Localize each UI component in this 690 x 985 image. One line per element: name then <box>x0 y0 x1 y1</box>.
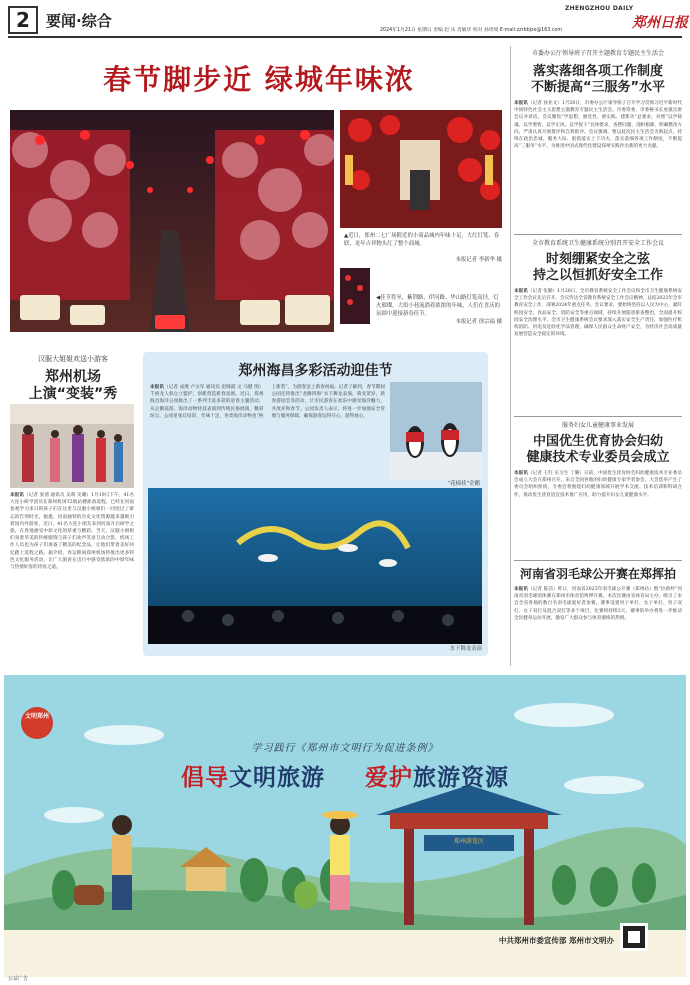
rc3-body-text: （记者 王红 实习生 丁璐）日前，中国优生优育协会妇幼健康技术专业委员会成立大会在郑州召开，来自全国各地的妇幼健康专家学者参会。大会选举产生了委员会组织机构，专委会将围绕妇幼健康领域开展学术交流、技术培训和科研合作，推动优生优育适宜技术推广应用，助力提升妇女儿童健康水平。 <box>514 471 682 498</box>
rc2-body <box>514 288 682 412</box>
ad-title-c: 爱护 <box>365 764 414 791</box>
street-lanterns-photo <box>10 110 334 332</box>
rc4-body <box>514 586 682 660</box>
airport-body <box>10 492 134 658</box>
rc3-headline: 中国优生优育协会妇幼 健康技术专业委员会成立 <box>526 434 670 465</box>
ad-title-a: 倡导 <box>180 764 229 791</box>
section-title: 要闻·综合 <box>46 12 112 30</box>
ad-title-b: 文明旅游 <box>228 764 325 791</box>
underwater-dragon-photo <box>148 488 482 644</box>
caption-penguin: “花棉袄”企鹅 <box>447 481 480 487</box>
ad-footer: 中共郑州市委宣传部 郑州市文明办 <box>498 936 614 945</box>
airport-body-text: （记者 张倩 通讯员 吴萌 史璐）1月19日下午，41名大连小研学团员在郑州机场T2航站楼准备返程，已经在河南参观学习多日的孩子们在这里与汉服小姐姐们一同度过了难忘的告别时光。据悉，河南独特的历史文化资源越来越吸引着国内外游客，近日，41名大连小朋友来到河南开启研学之旅，在各地感受中原文化的厚重与精彩。当天，汉服小姐姐们身着华美的传统服饰与孩子们欢声笑语互动合影，机场工作人员也为孩子们准备了精美的纪念品，让他们带着美好回忆踏上返程之路。据介绍，春运期间郑州机场将推出更多特色文化服务活动，让广大旅客在出行中感受浓浓的中原年味与热情好客的待客之道。 <box>10 493 134 571</box>
rc1-body-text: （记者 孙亚文）1月20日，市委办公厅领导班子召开学习贯彻习近平新时代中国特色社会主义思想主题教育专题民主生活会。市委常委、市委秘书长虎强出席会议并讲话。会议聚焦“学思想、强党性、重实践、建新功”总要求，对照“以学铸魂、以学增智、以学正风、以学促干”具体要求，查摆问题、剖析根源、明确整改方向，严肃认真开展批评和自我批评。会议强调，要以此次民主生活会为新起点，持续在政治忠诚、服务大局、狠抓落实上下功夫，落实落细各项工作制度，不断提高“三服务”水平，为推进中国式现代化建设郑州实践作出新的更大贡献。 <box>514 101 682 150</box>
rc3-kicker: 服务妇女儿童健康事业发展 <box>561 422 634 429</box>
rc2-headline: 时刻绷紧安全之弦 持之以恒抓好安全工作 <box>532 252 663 283</box>
ad-kicker: 学习践行《郑州市文明行为促进条例》 <box>251 743 439 754</box>
lead-in: 本报讯 <box>150 385 165 390</box>
rc2-kicker: 全市教育系统卫生健康系统分别召开安全工作会议 <box>531 240 664 247</box>
rc1-kicker: 市委办公厅领导班子召开主题教育专题民主生活会 <box>531 50 664 57</box>
lead-headline: 春节脚步近 绿城年味浓 <box>103 63 415 96</box>
ad-illustration <box>4 675 686 977</box>
dateline: 2024年1月21日 星期日 责编 赵 乐 肖敏华 校对 孙玥瑶 E-mail:zzrbbjzx@163.com <box>380 28 563 33</box>
divider <box>514 416 682 417</box>
rc2-body-text: （记者 张勤）1月20日，全市教育系统安全工作会议和全市卫生健康系统安全工作会议先后召开。会议传达全省教育系统安全工作会议精神，总结2023年全市教育安全工作，部署2024年重点任务。会议要求，要始终坚持以人民为中心，紧盯校园安全、食品安全、消防安全等重点领域，持续开展隐患排查整治，全面提升校园安全治理水平。全市卫生健康系统会议要求深入落实安全生产责任，加强医疗机构消防、用电及危险化学品管理，确保人民群众生命财产安全，为经济社会高质量发展营造安全稳定的环境。 <box>514 289 682 338</box>
hanfu-photo <box>10 404 134 488</box>
ad-title <box>4 759 686 792</box>
caption-underwater: 水下舞龙表演 <box>449 646 482 652</box>
rc1-body <box>514 100 682 230</box>
page-number: 2 <box>8 6 38 34</box>
divider <box>514 560 682 561</box>
airport-headline-2: 上演“变装”秀 <box>28 386 118 402</box>
penguin-photo <box>390 382 482 480</box>
street-lanterns-small-photo <box>340 268 370 324</box>
haichang-body-text: （记者 成燕 卢文军 通讯员 赵晓霞 文 马健 图）千禧龙人机仓立盟护，创新营造新春氛围。近日，郑州海昌海洋公园推出了一系列丰富多彩的迎春主题活动，从企鹅巡游、海洋动物特技表演到传统民俗展演，精彩纷呈。公园里张灯结彩，年味十足，各类海洋动物也“换上新装”，为游客送上新春祝福。记者了解到，春节期间公园还将推出“龙腾四海”水下舞龙表演、萌宠贺岁、新春游园会等活动，让市民游客在欢乐中感受海洋魅力，共度祥和春节。公园负责人表示，将进一步加强安全管理与服务保障，确保游客玩得开心、游得放心。 <box>150 385 385 419</box>
header-rule <box>8 36 682 38</box>
ad-title-d: 旅游资源 <box>413 764 510 791</box>
rc1-headline: 落实落细各项工作制度 不断提高“三服务”水平 <box>530 64 666 95</box>
caption-street: ◀佳节将至，紫荆路、伊河路、华山路灯笼高挂，灯火璀璨，大街小巷流淌着浓浓的年味，人们在喜庆的氛围中迎接新春佳节。 <box>376 295 500 317</box>
rc4-body-text: （记者 陈洁）昨日，河南省2023年羽毛球公开赛（郑州站）暨“拉新杯”河南省羽毛球团体赛在郑州市体育馆鸣锣开赛。本次比赛由省体育局主办，吸引了来自全省各地的数百名羽毛球爱好者参赛。赛事设置男子单打、女子单打、男子双打、女子双打及混合双打等多个项目，比赛将持续3天。赛事的举办将进一步推动全民健身运动开展，激发广大群众参与体育锻炼的热情。 <box>514 587 682 621</box>
caption-market-credit: 本报记者 李新华 摄 <box>455 257 502 263</box>
lead-in: 本报讯 <box>514 101 528 106</box>
lead-in: 本报讯 <box>10 493 25 498</box>
caption-street-credit: 本报记者 徐宗福 摄 <box>455 319 502 325</box>
lead-in: 本报讯 <box>514 587 529 592</box>
civilized-tourism-ad <box>4 675 686 977</box>
paper-logo: 郑州日报 <box>632 15 688 31</box>
haichang-body <box>150 384 385 484</box>
rc3-body <box>514 470 682 560</box>
lead-in: 本报讯 <box>514 289 528 294</box>
rc4-headline: 河南省羽毛球公开赛在郑挥拍 <box>519 567 676 581</box>
divider <box>514 234 682 235</box>
column-rule <box>510 46 511 666</box>
paper-name-en: ZHENGZHOU DAILY <box>565 5 634 12</box>
ad-label: 公益广告 <box>8 976 29 982</box>
airport-headline-1: 郑州机场 <box>45 369 101 385</box>
haichang-headline: 郑州海昌多彩活动迎佳节 <box>238 363 393 379</box>
caption-market: ▲近日，郑州二七广场附近的小商品城内年味十足，大红灯笼、春联、龙年吉祥物头红了整个商城。 <box>344 233 500 247</box>
airport-kicker: 汉服大姐姐欢送小游客 <box>38 355 108 363</box>
lead-in: 本报讯 <box>514 471 529 476</box>
market-lanterns-photo <box>340 110 502 228</box>
gate-plaque: 郑州游览区 <box>453 838 484 845</box>
civility-emblem: 文明郑州 <box>24 713 49 720</box>
